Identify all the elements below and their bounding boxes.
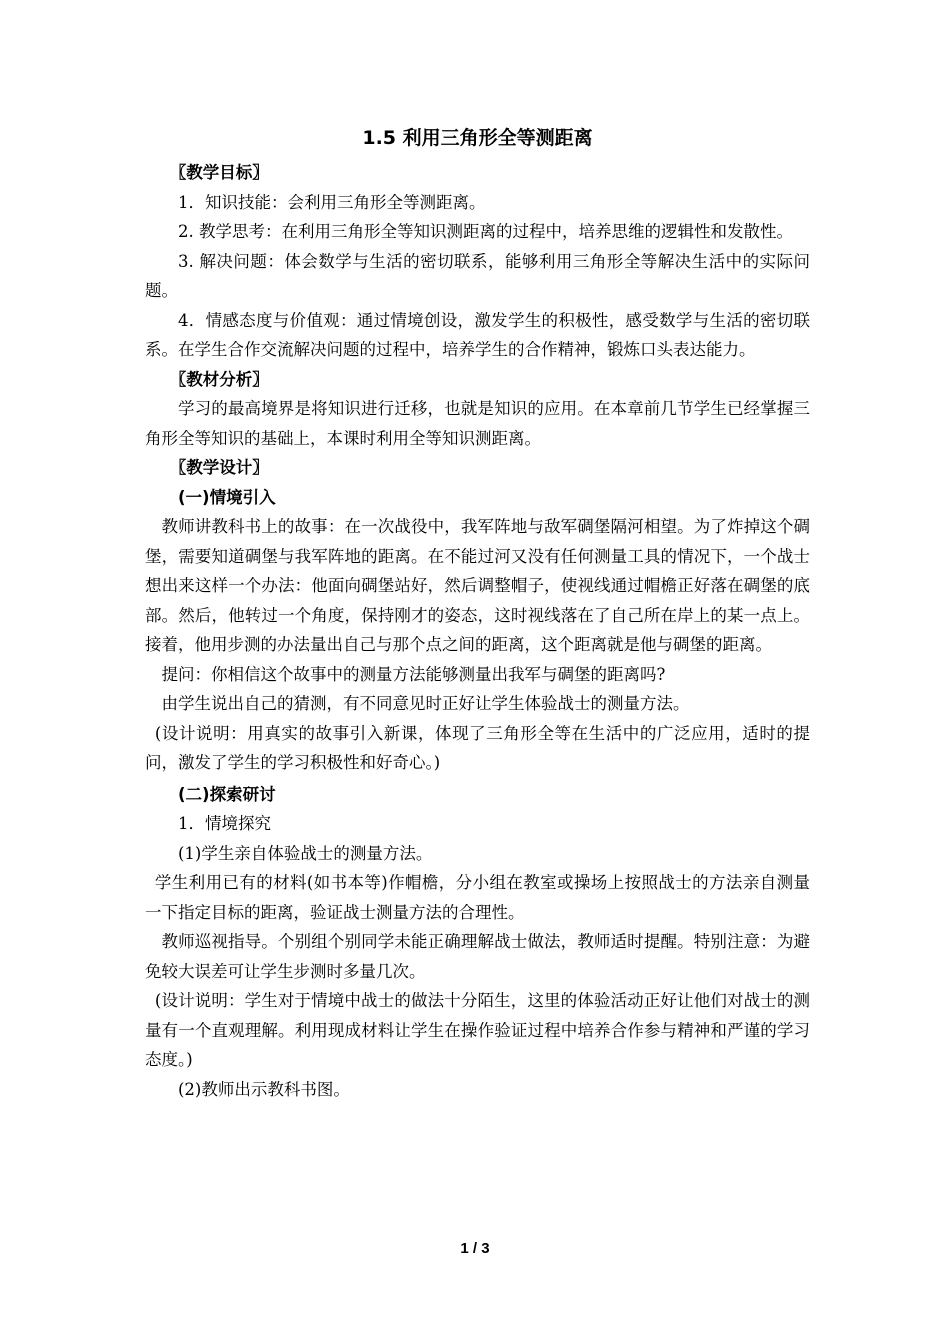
page-title: 1.5 利用三角形全等测距离 <box>362 127 593 149</box>
analysis-text: 学习的最高境界是将知识进行迁移，也就是知识的应用。在本章前几节学生已经掌握三角形全等知识的基础上，本课时利用全等知识测距离。 <box>145 399 810 448</box>
part2-heading: (二)探索研讨 <box>178 784 276 804</box>
design-heading: 〖教学设计〗 <box>169 458 269 477</box>
page-number: 1 / 3 <box>460 1240 490 1257</box>
question-paragraph: 提问：你相信这个故事中的测量方法能够测量出我军与碉堡的距离吗? <box>161 664 666 684</box>
guide-paragraph: 教师巡视指导。个别组个别同学未能正确理解战士做法，教师适时提醒。特别注意：为避免较大误差可让学生步测时多量几次。 <box>145 932 810 981</box>
design-note-1: (设计说明：用真实的故事引入新课，体现了三角形全等在生活中的广泛应用，适时的提问，激发了学生的学习积极性和好奇心。) <box>145 723 810 772</box>
document-body <box>145 120 810 1104</box>
goal-2: 2. 教学思考：在利用三角形全等知识测距离的过程中，培养思维的逻辑性和发散性。 <box>178 222 793 241</box>
analysis-heading: 〖教材分析〗 <box>169 369 269 389</box>
goal-1: 1．知识技能：会利用三角形全等测距离。 <box>178 192 486 212</box>
story-paragraph: 教师讲教科书上的故事：在一次战役中，我军阵地与敌军碉堡隔河相望。为了炸掉这个碉堡，需要知道碉堡与我军阵地的距离。在不能过河又没有任何测量工具的情况下，一个战士想出来这样一个办法：他面向碉堡站好，然后调整帽子，使视线通过帽檐正好落在碉堡的底部。然后，他转过一个角度，保持刚才的姿态，这时视线落在了自己所在岸上的某一点上。接着，他用步测的办法量出自己与那个点之间的距离，这个距离就是他与碉堡的距离。 <box>145 517 810 654</box>
activity-paragraph: 学生利用已有的材料(如书本等)作帽檐，分小组在教室或操场上按照战士的方法亲自测量一下指定目标的距离，验证战士测量方法的合理性。 <box>145 873 810 922</box>
sub-item-1b: (2)教师出示教科书图。 <box>178 1079 350 1099</box>
sub-item-1a: (1)学生亲自体验战士的测量方法。 <box>178 843 433 863</box>
guess-paragraph: 由学生说出自己的猜测，有不同意见时正好让学生体验战士的测量方法。 <box>161 694 690 713</box>
goal-3: 3. 解决问题：体会数学与生活的密切联系，能够利用三角形全等解决生活中的实际问题。 <box>145 251 810 300</box>
goal-4: 4．情感态度与价值观：通过情境创设，激发学生的积极性，感受数学与生活的密切联系。在学生合作交流解决问题的过程中，培养学生的合作精神，锻炼口头表达能力。 <box>145 310 810 359</box>
design-note-2: (设计说明：学生对于情境中战士的做法十分陌生，这里的体验活动正好让他们对战士的测量有一个直观理解。利用现成材料让学生在操作验证过程中培养合作参与精神和严谨的学习态度。) <box>145 991 810 1069</box>
part1-heading: (一)情境引入 <box>178 487 276 507</box>
sub-heading-1: 1．情境探究 <box>178 814 271 833</box>
goals-heading: 〖教学目标〗 <box>169 163 269 182</box>
